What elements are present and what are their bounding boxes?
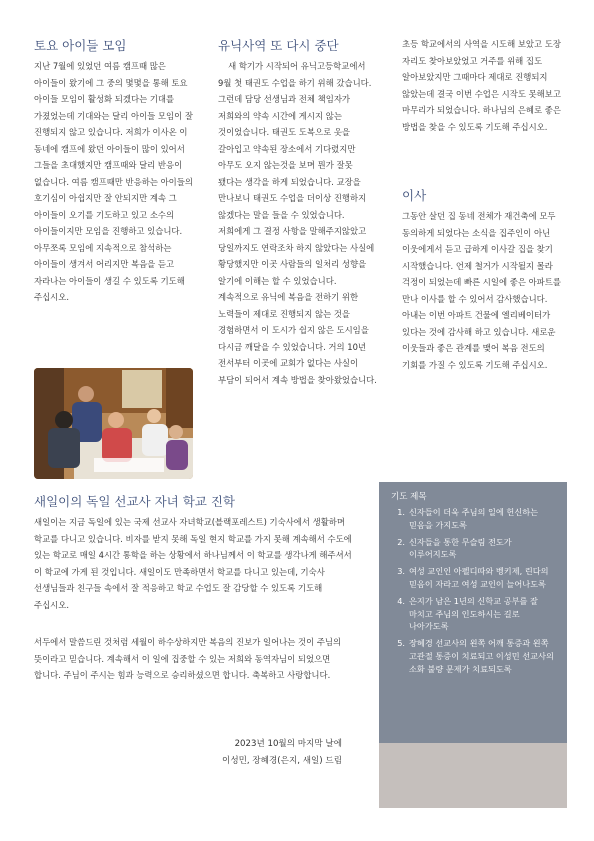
prayer-item-text: 신자들을 통한 무슬림 전도가 이루어지도록 xyxy=(409,536,512,560)
prayer-requests-panel xyxy=(379,482,567,743)
prayer-item-number: 4. xyxy=(397,596,405,607)
section-title-saeil-school: 새일이의 독일 선교사 자녀 학교 진학 xyxy=(34,494,235,509)
prayer-item-number: 1. xyxy=(397,507,405,517)
unik-ministry-body-continued: 초등 학교에서의 사역을 시도해 보았고 도장 자리도 찾아보았었고 거주를 위해 집도 알아보았지만 그때마다 제대로 진행되지 않았는데 결국 이번 수업은 시작도 못해보고 마무리가 되었습니다. 하나님의 은혜로 좋은 방법을 찾을 수 있도록 기도해 주십시오. xyxy=(402,39,561,132)
prayer-item-number: 2. xyxy=(397,536,405,547)
section-title-unik-ministry: 유닉사역 또 다시 중단 xyxy=(218,38,339,53)
prayer-requests-title: 기도 제목 xyxy=(391,492,427,502)
prayer-item xyxy=(389,637,561,675)
prayer-item-text: 은지가 남은 1년의 신학교 공부를 잘 마치고 주님의 인도하시는 길로 나아가도록 xyxy=(409,596,538,632)
prayer-item-text: 신자들이 더욱 주님의 일에 헌신하는 믿음을 가지도록 xyxy=(409,507,539,530)
moving-body: 그동안 살던 집 동네 전체가 재건축에 모두 동의하게 되었다는 소식을 집주인이 아닌 이웃에게서 듣고 급하게 이사갈 집을 찾기 시작했습니다. 언제 철거가 시작될지 몰라 걱정이 되었는데 빠른 시일에 좋은 아파트를 만나 이사를 할 수 있어서 감사했습니다. 아내는 이번 아파트 건물에 엘리베이터가 있다는 것에 감사해 하고 있습니다. 새로운 이웃들과 좋은 관계를 맺어 복음 전도의 기회를 가질 수 있도록 기도해 주십시오. xyxy=(402,211,561,370)
prayer-requests-box xyxy=(379,482,567,808)
saeil-school-body: 새일이는 지금 독일에 있는 국제 선교사 자녀학교(블랙포레스트) 기숙사에서 생활하며 학교를 다니고 있습니다. 비자를 받지 못해 독일 현지 학교를 가지 못해 계속해서 수도에 있는 학교로 매일 4시간 통학을 하는 상황에서 하나님께서 이 학교를 생각나게 해주셔서 이 학교에 가게 된 것입니다. 새일이도 만족하면서 학교를 다니고 있는데, 기숙사 선생님들과 친구들 속에서 잘 적응하고 학교 수업도 잘 감당할 수 있도록 기도해 주십시오. xyxy=(34,517,352,610)
prayer-item xyxy=(389,536,561,561)
kids-meeting-body: 지난 7월에 있었던 여름 캠프때 많은 아이들이 왔기에 그 중의 몇몇을 통해 토요 아이들 모임이 활성화 되겠다는 기대를 가졌었는데 기대와는 달리 아이들 모임이 잘 진행되지 않고 있습니다. 저희가 이사온 이 동네에 캠프에 왔던 아이들이 많이 있어서 그들을 초대했지만 캠프때와 달리 반응이 없습니다. 여름 캠프때만 반응하는 아이들의 호기심이 아쉽지만 잘 안되지만 계속 그 아이들이 오기를 기도하고 있고 소수의 아이들이지만 모임을 진행하고 있습니다. 아무쪼록 모임에 지속적으로 참석하는 아이들이 생겨서 어리지만 복음을 듣고 자라나는 아이들이 생길 수 있도록 기도해 주십시오. xyxy=(34,61,193,302)
section-title-moving: 이사 xyxy=(402,188,427,203)
unik-ministry-body: 새 학기가 시작되어 유닉고등학교에서 9월 첫 태권도 수업을 하기 위해 갔습니다. 그런데 담당 선생님과 전체 책임자가 저희와의 약속 시간에 게시지 않는 것이었습니다. 태권도 도복으로 옷을 갈아입고 약속된 장소에서 기다렸지만 아무도 오지 않는것을 보며 뭔가 잘못 됐다는 생각을 하게 되었습니다. 교장을 만나보니 태권도 수업을 더이상 진행하지 않겠다는 말을 들을 수 있었습니다. 저희에게 그 결정 사항을 말해주지않았고 당일까지도 연락조차 하지 않았다는 사실에 황당했지만 이곳 사람들의 일처리 성향을 알기에 이해는 할 수 있었습니다. 계속적으로 유닉에 복음을 전하기 위한 노력들이 제대로 진행되지 않는 것을 경험하면서 이 도시가 쉽지 않은 도시임을 다시금 깨달을 수 있었습니다. 거의 10년 전서부터 이곳에 교회가 없다는 사실이 부담이 되어서 계속 방법을 찾아왔었습니다. xyxy=(218,61,377,385)
closing-body: 서두에서 말씀드린 것처럼 세월이 하수상하지만 복음의 진보가 일어나는 것이 주님의 뜻이라고 믿습니다. 계속해서 이 일에 집중할 수 있는 저희와 동역자님이 되었으면 합니다. 주님이 주시는 힘과 능력으로 승리하셨으면 합니다. 축복하고 사랑합니다. xyxy=(34,637,342,680)
prayer-item-number: 5. xyxy=(397,638,405,649)
kids-photo xyxy=(34,368,193,479)
section-title-kids-meeting: 토요 아이들 모임 xyxy=(34,38,127,53)
letter-date: 2023년 10월의 마지막 날에 xyxy=(234,739,342,749)
prayer-item xyxy=(389,595,561,633)
prayer-box-footer xyxy=(379,743,567,808)
prayer-item xyxy=(389,565,561,590)
prayer-item xyxy=(389,506,561,531)
prayer-requests-list xyxy=(389,506,561,680)
letter-signature: 이성민, 장혜경(은지, 새일) 드림 xyxy=(222,756,342,766)
prayer-item-text: 여성 교인인 아펠디따와 벵키제, 린다의 믿음이 자라고 여성 교인이 늘어나도록 xyxy=(409,566,549,589)
prayer-item-number: 3. xyxy=(397,566,405,577)
prayer-item-text: 장혜경 선교사의 왼쪽 어깨 통증과 왼쪽 고관절 통증이 치료되고 이성민 선교사의 소화 불량 문제가 치료되도록 xyxy=(409,638,554,674)
